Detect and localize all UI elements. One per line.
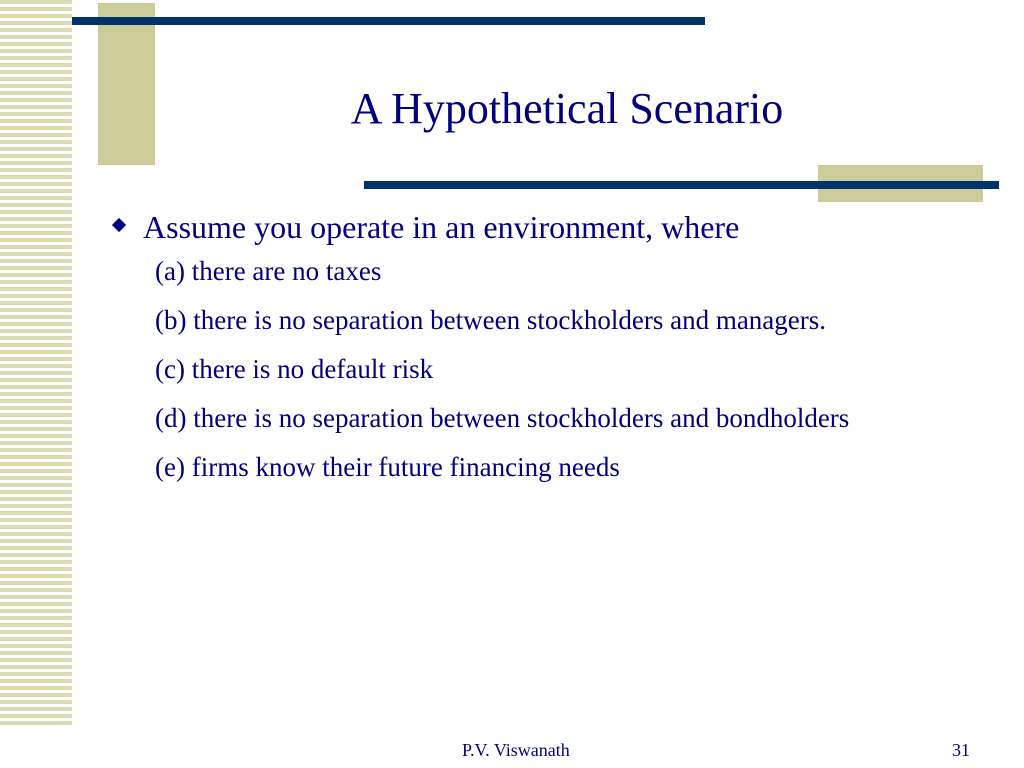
decorative-bar-middle <box>364 181 999 189</box>
slide-content <box>110 205 990 487</box>
sub-bullet-item-d: (d) there is no separation between stockholders and bondholders <box>155 403 850 433</box>
bullet-text: Assume you operate in an environment, where <box>143 209 740 245</box>
sub-bullet-item-c: (c) there is no default risk <box>155 354 434 384</box>
decorative-stripes <box>0 0 72 728</box>
footer-page-number: 31 <box>952 740 970 760</box>
footer-author: P.V. Viswanath <box>462 740 570 760</box>
sub-bullet-list <box>155 251 990 487</box>
sub-bullet-item-a: (a) there are no taxes <box>155 256 382 286</box>
sub-bullet-item-e: (e) firms know their future financing needs <box>155 452 620 482</box>
diamond-bullet-icon <box>112 218 126 232</box>
slide-title: A Hypothetical Scenario <box>350 84 784 133</box>
decorative-bar-top <box>72 17 705 25</box>
bullet-item <box>110 205 990 249</box>
sub-bullet-item-b: (b) there is no separation between stockholders and managers. <box>155 305 827 335</box>
decorative-tan-block-top <box>98 3 155 165</box>
